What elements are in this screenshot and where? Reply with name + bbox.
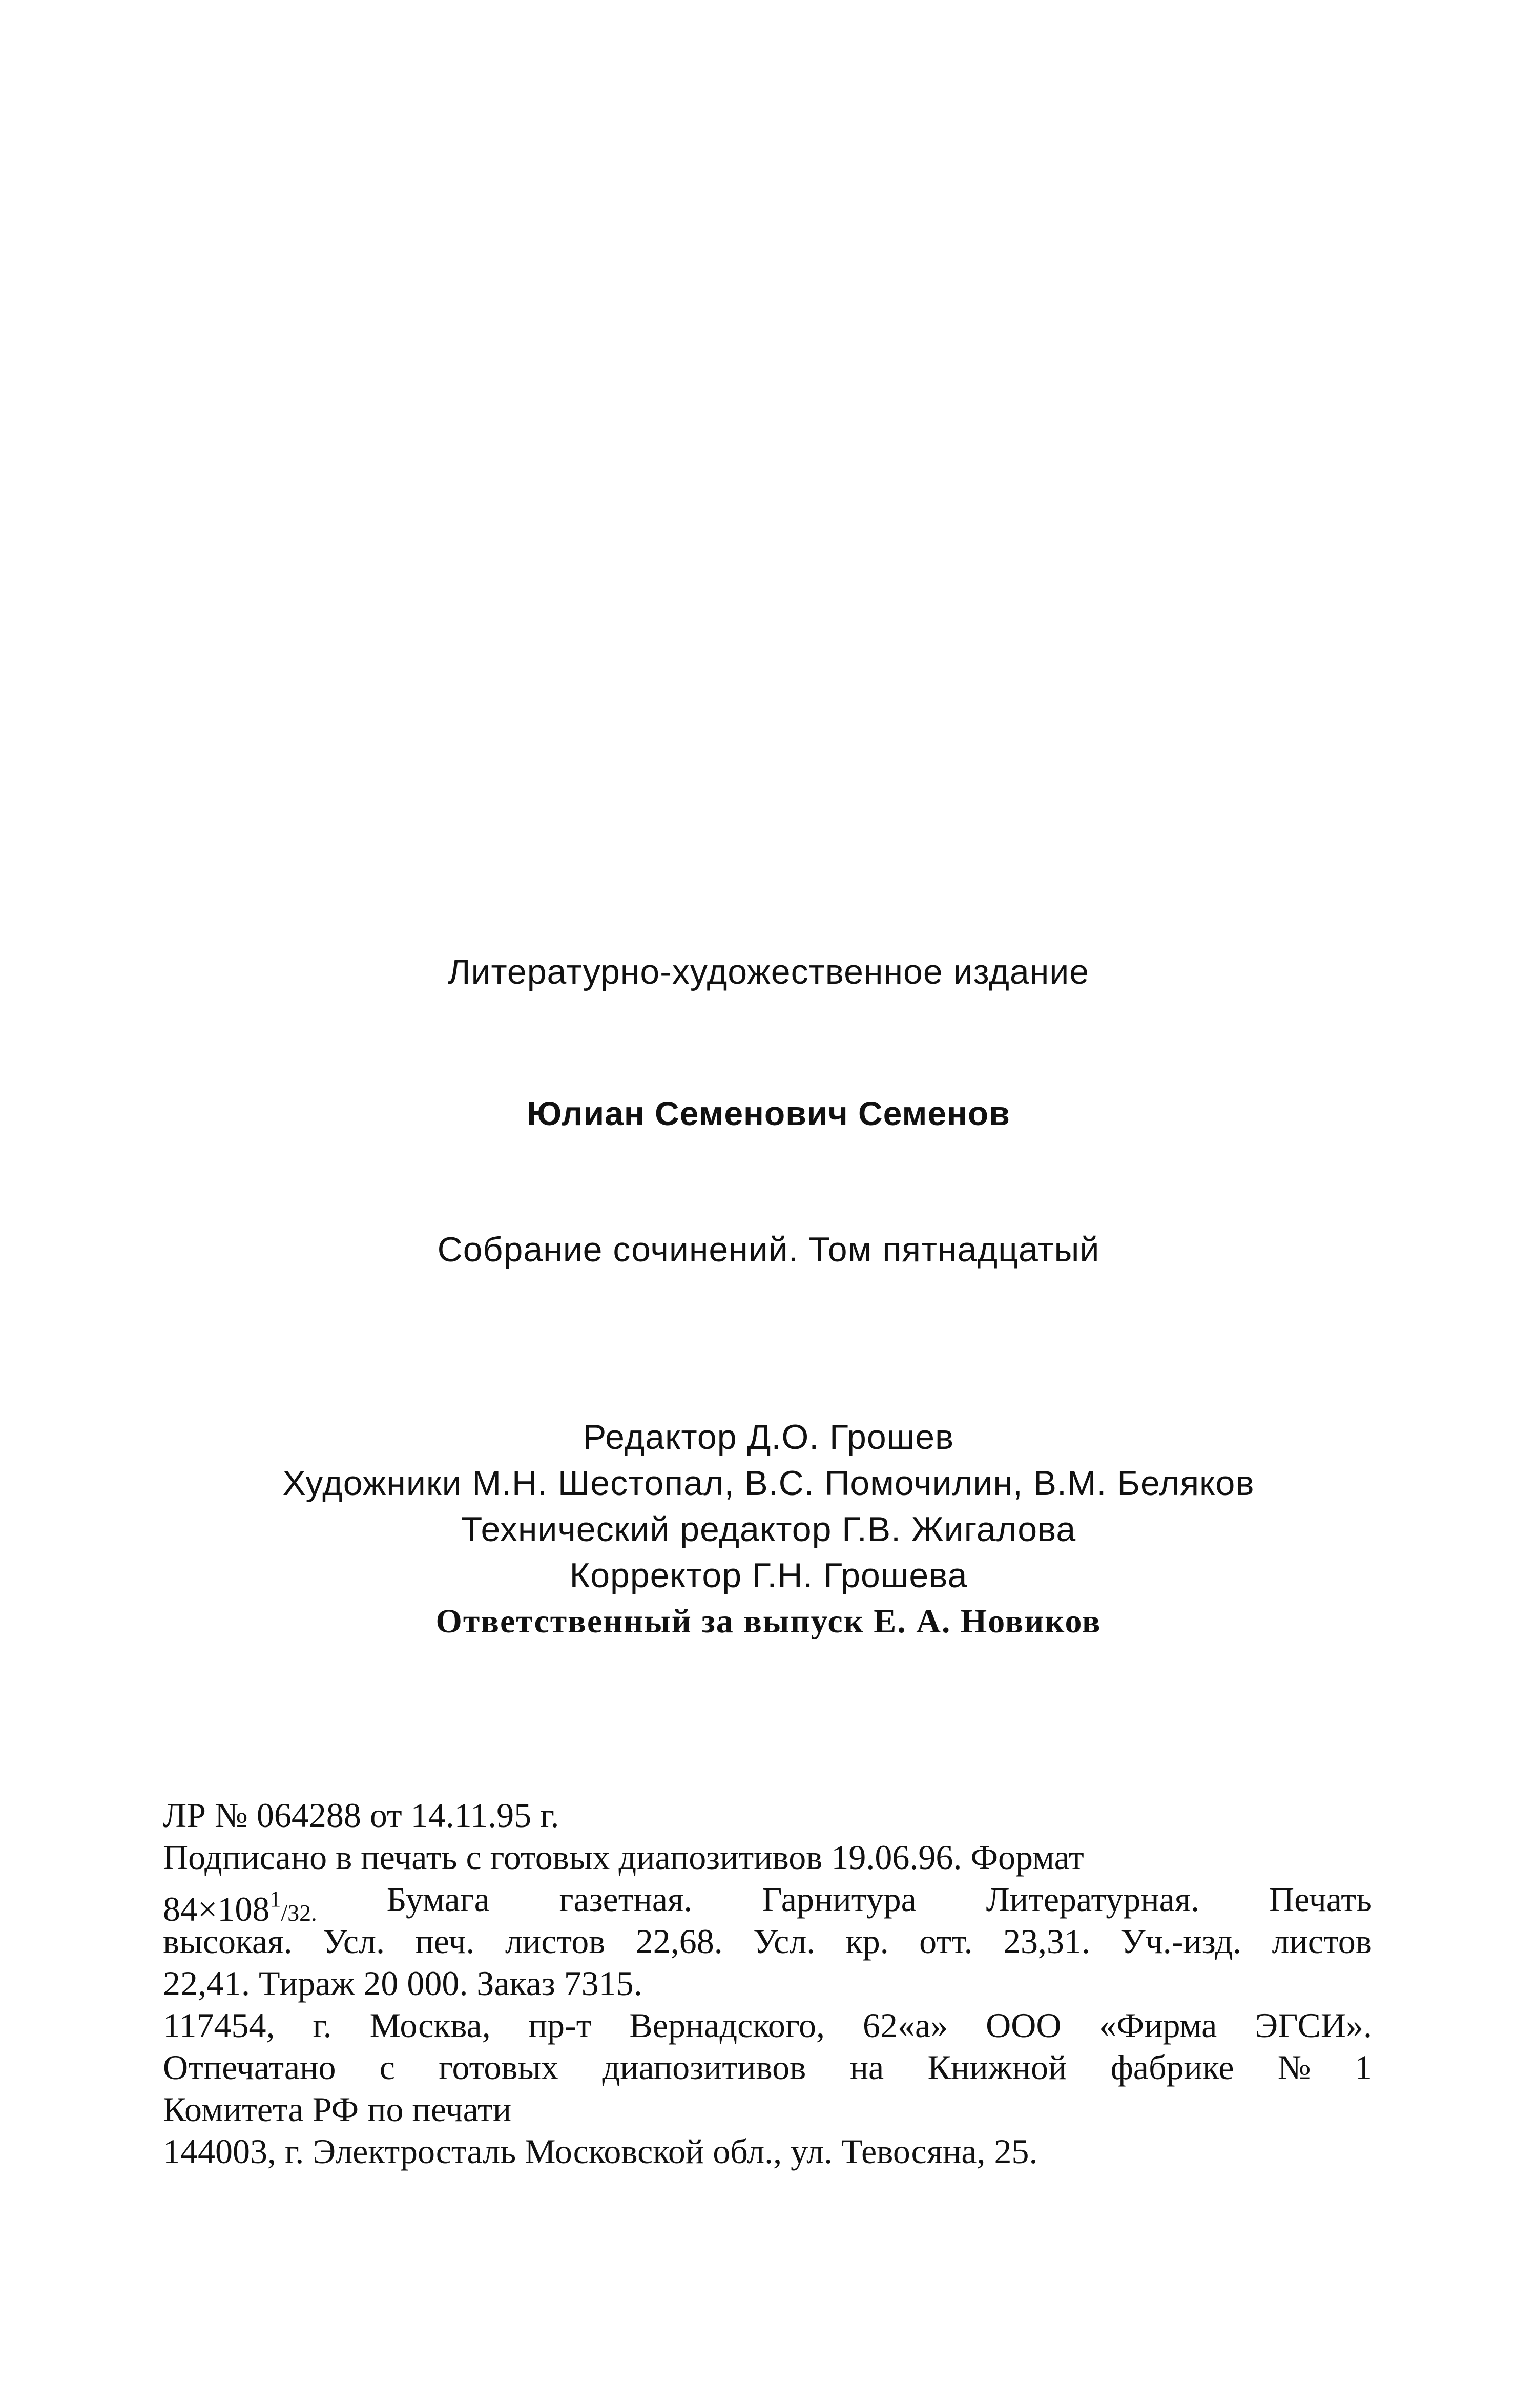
author-name: Юлиан Семенович Семенов bbox=[527, 1094, 1010, 1132]
publisher-word: «Фирма bbox=[1099, 2006, 1217, 2045]
print-word: отт. bbox=[919, 1922, 973, 1961]
printed-word: Книжной bbox=[927, 2048, 1067, 2087]
printed-word: 1 bbox=[1354, 2048, 1372, 2087]
credit-proofreader: Корректор Г.Н. Грошева bbox=[569, 1556, 968, 1595]
printed-word: готовых bbox=[439, 2048, 559, 2087]
imprint-license: ЛР № 064288 от 14.11.95 г. bbox=[163, 1796, 559, 1835]
print-word: 22,68. bbox=[635, 1922, 723, 1961]
publisher-word: 117454, bbox=[163, 2006, 275, 2045]
printed-word: на bbox=[849, 2048, 884, 2087]
imprint-committee: Комитета РФ по печати bbox=[163, 2090, 512, 2129]
printed-word: фабрике bbox=[1110, 2048, 1234, 2087]
publisher-word: ООО bbox=[986, 2006, 1062, 2045]
credit-responsible: Ответственный за выпуск Е. А. Новиков bbox=[435, 1603, 1102, 1640]
imprint-printed-line bbox=[163, 2046, 1372, 2088]
imprint-print-line bbox=[163, 1920, 1372, 1962]
format-sub: /32. bbox=[281, 1900, 317, 1926]
printed-word: с bbox=[379, 2048, 395, 2087]
print-word: высокая. bbox=[163, 1922, 293, 1961]
format-prefix: 84×108 bbox=[163, 1890, 270, 1928]
imprint-publisher-line bbox=[163, 2004, 1372, 2046]
format-word: газетная. bbox=[559, 1880, 693, 1919]
credit-artists: Художники М.Н. Шестопал, В.С. Помочилин, В.М. Беляков bbox=[282, 1464, 1255, 1503]
print-word: Усл. bbox=[753, 1922, 816, 1961]
format-word: Бумага bbox=[386, 1880, 490, 1919]
publisher-word: пр-т bbox=[528, 2006, 592, 2045]
print-word: кр. bbox=[845, 1922, 889, 1961]
imprint-block bbox=[163, 1794, 1372, 2172]
edition-type: Литературно-художественное издание bbox=[447, 952, 1090, 991]
imprint-signed: Подписано в печать с готовых диапозитивов 19.06.96. Формат bbox=[163, 1838, 1084, 1877]
print-word: листов bbox=[1272, 1922, 1372, 1961]
credit-technical-editor: Технический редактор Г.В. Жигалова bbox=[461, 1510, 1076, 1549]
imprint-run: 22,41. Тираж 20 000. Заказ 7315. bbox=[163, 1964, 642, 2003]
credit-editor: Редактор Д.О. Грошев bbox=[583, 1418, 954, 1457]
print-word: листов bbox=[505, 1922, 606, 1961]
printed-word: диапозитивов bbox=[602, 2048, 806, 2087]
print-word: печ. bbox=[415, 1922, 475, 1961]
print-word: Уч.-изд. bbox=[1120, 1922, 1242, 1961]
format-sup: 1 bbox=[269, 1886, 281, 1912]
publisher-word: ЭГСИ». bbox=[1255, 2006, 1372, 2045]
publisher-word: Вернадского, bbox=[629, 2006, 825, 2045]
print-word: Усл. bbox=[322, 1922, 385, 1961]
print-word: 23,31. bbox=[1003, 1922, 1091, 1961]
format-word: Гарнитура bbox=[762, 1880, 917, 1919]
printed-word: № bbox=[1277, 2048, 1311, 2087]
imprint-format bbox=[163, 1878, 317, 1928]
printed-word: Отпечатано bbox=[163, 2048, 336, 2087]
format-word: Печать bbox=[1269, 1880, 1372, 1919]
publisher-word: 62«а» bbox=[863, 2006, 948, 2045]
publisher-word: г. bbox=[313, 2006, 332, 2045]
credits-block bbox=[0, 1414, 1537, 1645]
imprint-address: 144003, г. Электросталь Московской обл., ул. Тевосяна, 25. bbox=[163, 2132, 1038, 2171]
volume-title: Собрание сочинений. Том пятнадцатый bbox=[437, 1230, 1100, 1269]
publisher-word: Москва, bbox=[369, 2006, 491, 2045]
imprint-format-line bbox=[163, 1878, 1372, 1928]
format-word: Литературная. bbox=[986, 1880, 1200, 1919]
